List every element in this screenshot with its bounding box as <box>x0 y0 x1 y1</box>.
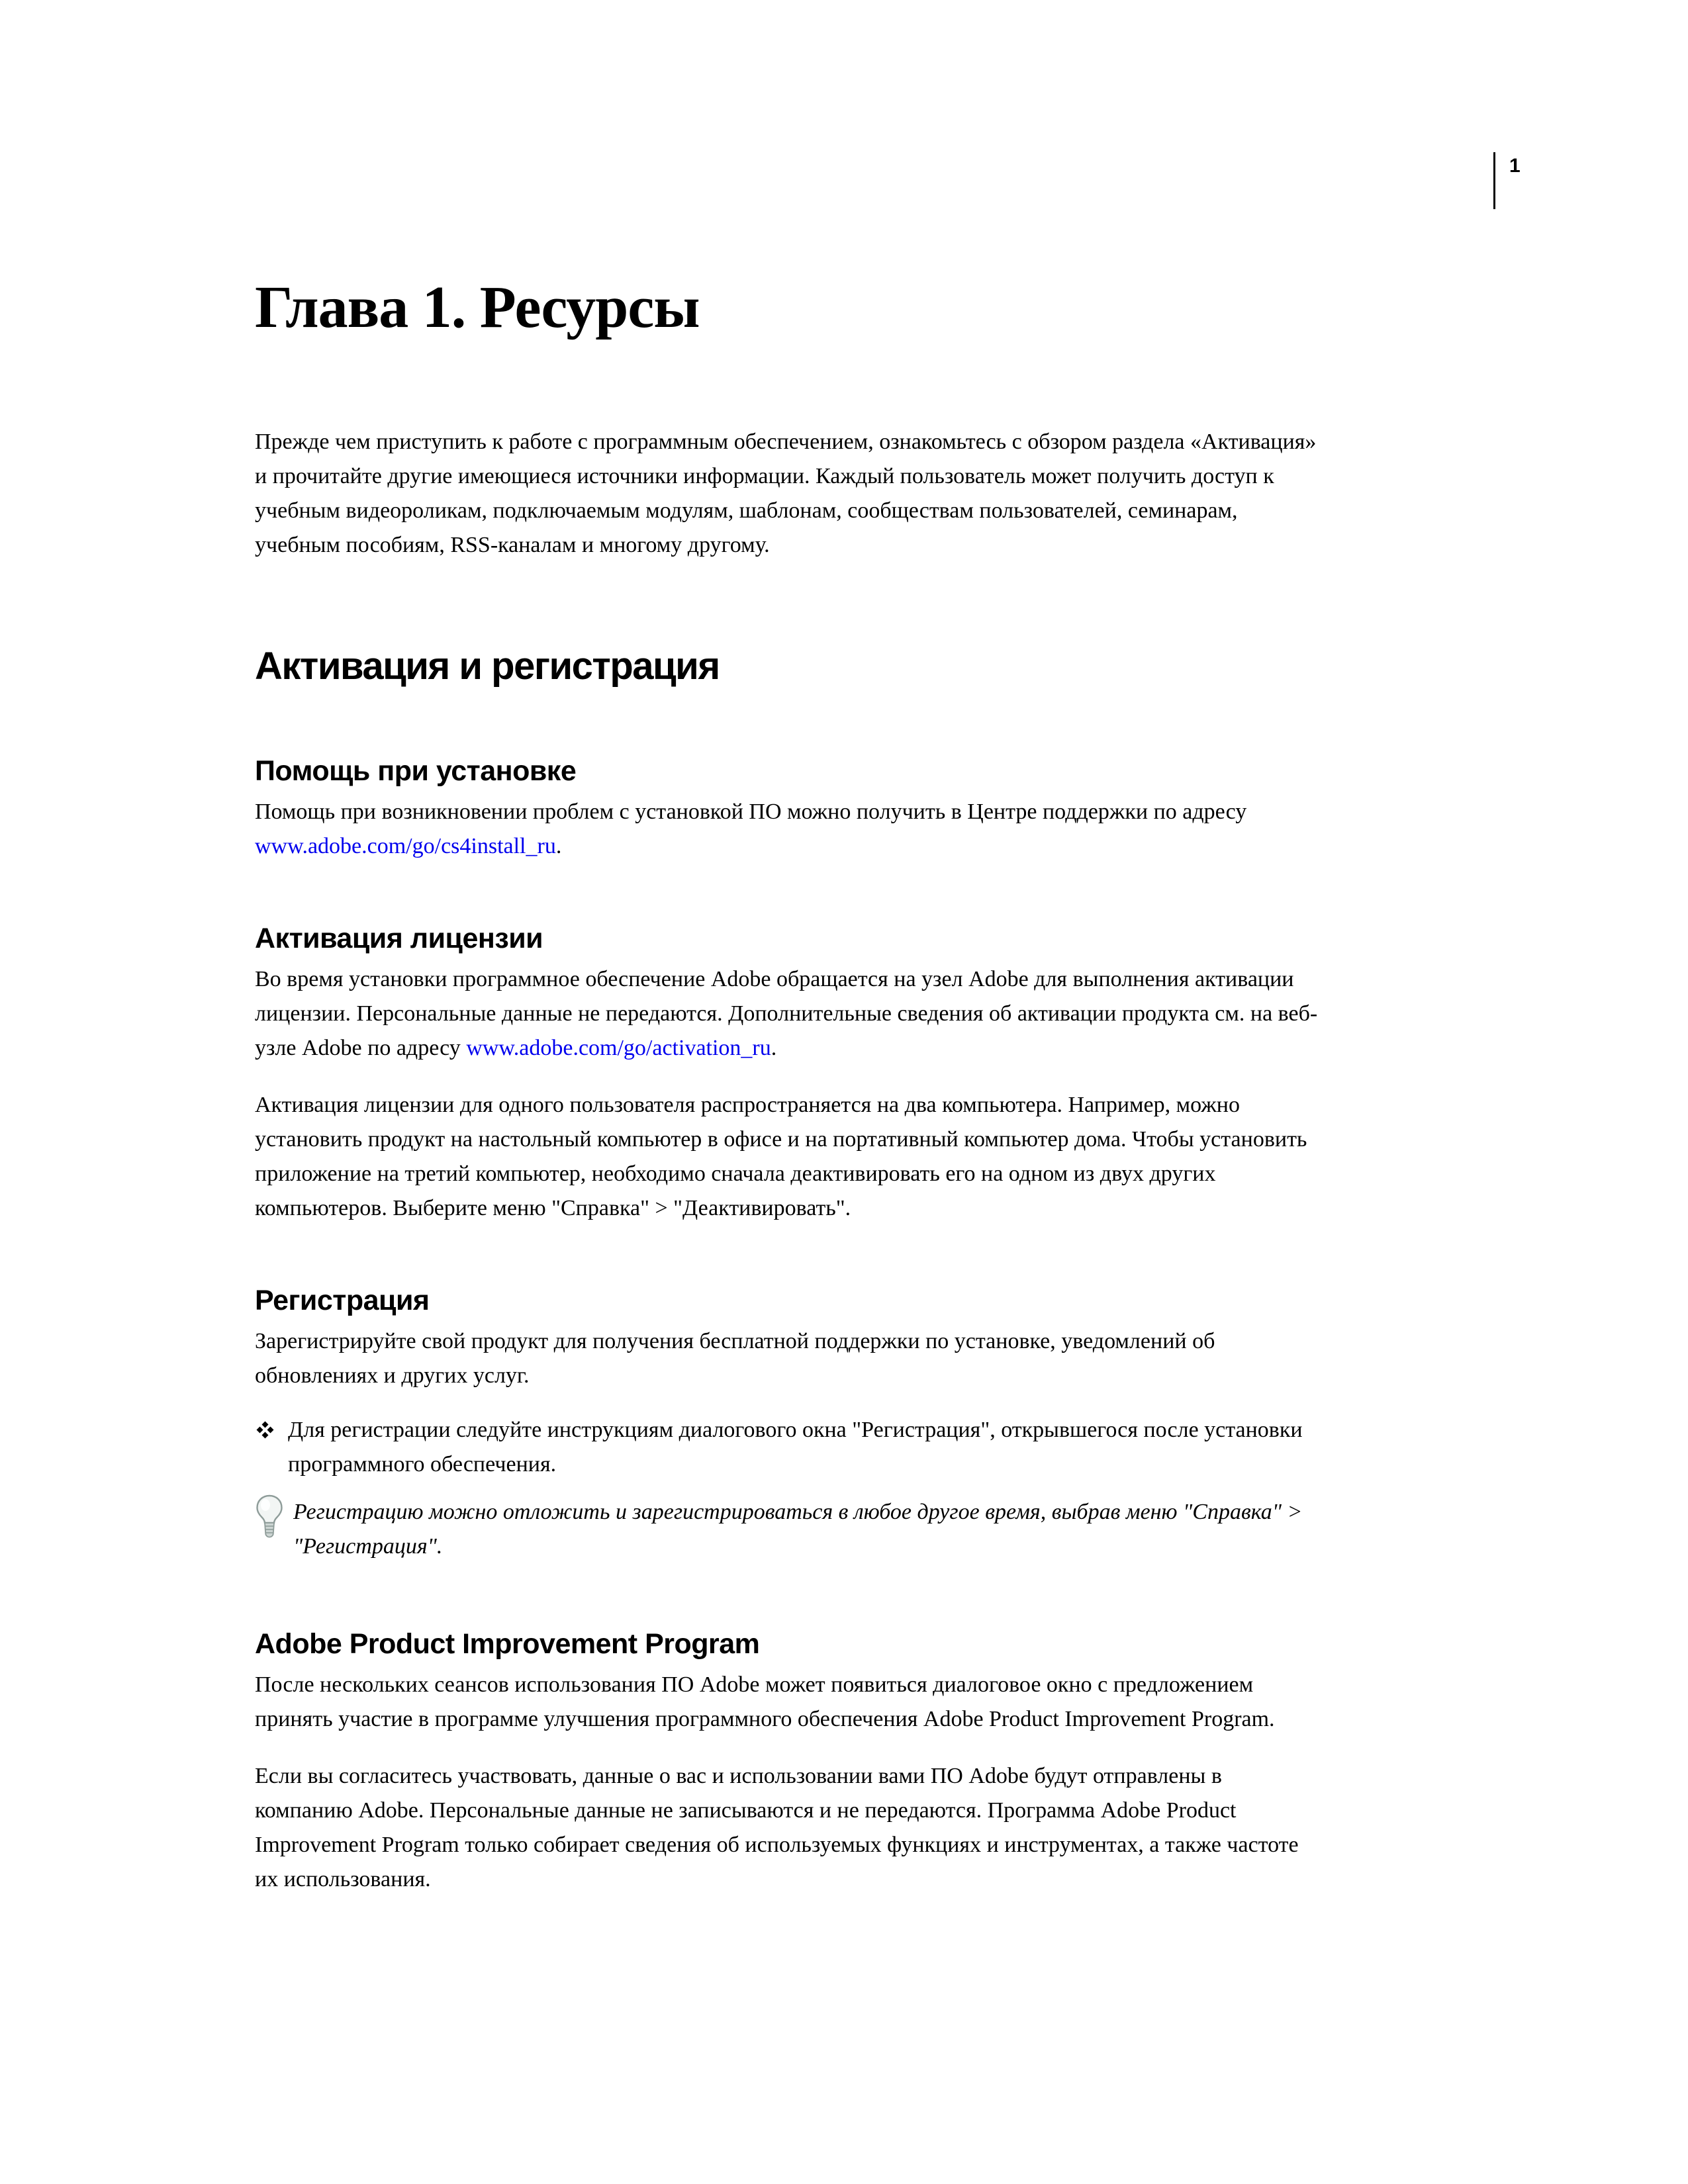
page-number: 1 <box>1509 155 1521 177</box>
registration-tip <box>255 1495 1440 1564</box>
apip-line: Improvement Program только собирает сведения об используемых функциях и инструментах, а также частоте <box>255 1833 1299 1857</box>
registration-line: обновлениях и других услуг. <box>255 1363 530 1388</box>
license-activation-line: установить продукт на настольный компьютер в офисе и на портативный компьютер дома. Чтобы установить <box>255 1127 1307 1152</box>
registration-line: Зарегистрируйте свой продукт для получения бесплатной поддержки по установке, уведомлений об <box>255 1329 1215 1353</box>
step-line: программного обеспечения. <box>288 1452 557 1477</box>
intro-line: и прочитайте другие имеющиеся источники информации. Каждый пользователь может получить доступ к <box>255 464 1274 488</box>
registration-paragraph <box>255 1324 1440 1393</box>
document-body <box>255 275 1440 1897</box>
install-help-link-line <box>255 829 1440 864</box>
subsection-title-apip: Adobe Product Improvement Program <box>255 1628 760 1660</box>
four-diamond-icon <box>256 1421 274 1439</box>
registration-step <box>255 1413 1440 1482</box>
apip-line: принять участие в программе улучшения программного обеспечения Adobe Product Improvement Program. <box>255 1707 1275 1731</box>
license-activation-paragraph-1 <box>255 962 1440 1066</box>
lightbulb-icon <box>255 1494 284 1547</box>
install-help-paragraph <box>255 795 1440 864</box>
subsection-title-install-help: Помощь при установке <box>255 755 577 787</box>
text-before-link: узле Adobe по адресу <box>255 1036 467 1060</box>
step-line: Для регистрации следуйте инструкциям диалогового окна "Регистрация", открывшегося после установки <box>288 1418 1303 1442</box>
apip-line: Если вы согласитесь участвовать, данные о вас и использовании вами ПО Adobe будут отправлены в <box>255 1764 1222 1788</box>
apip-line: компанию Adobe. Персональные данные не записываются и не передаются. Программа Adobe Product <box>255 1798 1237 1823</box>
license-activation-line: приложение на третий компьютер, необходимо сначала деактивировать его на одном из двух других <box>255 1161 1216 1186</box>
tip-line: Регистрацию можно отложить и зарегистрироваться в любое другое время, выбрав меню "Справка" > <box>293 1500 1303 1524</box>
subsection-title-license-activation: Активация лицензии <box>255 923 543 954</box>
subsection-title-registration: Регистрация <box>255 1285 430 1316</box>
apip-paragraph-2 <box>255 1759 1440 1897</box>
activation-link[interactable]: www.adobe.com/go/activation_ru <box>466 1036 771 1060</box>
license-activation-line: Во время установки программное обеспечение Adobe обращается на узел Adobe для выполнения активации <box>255 967 1294 991</box>
license-activation-link-line <box>255 1031 1440 1066</box>
sentence-period: . <box>555 834 562 858</box>
page-header <box>1493 152 1521 209</box>
install-help-line: Помощь при возникновении проблем с установкой ПО можно получить в Центре поддержки по адресу <box>255 799 1247 824</box>
chapter-title: Глава 1. Ресурсы <box>255 275 700 340</box>
license-activation-line: компьютеров. Выберите меню "Справка" > "Деактивировать". <box>255 1196 851 1220</box>
intro-paragraph <box>255 425 1440 563</box>
license-activation-line: Активация лицензии для одного пользователя распространяется на два компьютера. Например, можно <box>255 1093 1240 1117</box>
section-title-activation-registration: Активация и регистрация <box>255 645 720 688</box>
intro-line: учебным пособиям, RSS-каналам и многому другому. <box>255 533 770 557</box>
apip-paragraph-1 <box>255 1668 1440 1737</box>
intro-line: Прежде чем приступить к работе с программным обеспечением, ознакомьтесь с обзором раздела «Активация» <box>255 430 1317 454</box>
tip-line: "Регистрация". <box>293 1534 443 1559</box>
install-help-link[interactable]: www.adobe.com/go/cs4install_ru <box>255 834 556 858</box>
apip-line: После нескольких сеансов использования ПО Adobe может появиться диалоговое окно с предложением <box>255 1672 1254 1697</box>
apip-line: их использования. <box>255 1867 431 1891</box>
license-activation-paragraph-2 <box>255 1088 1440 1226</box>
sentence-period: . <box>771 1036 777 1060</box>
intro-line: учебным видеороликам, подключаемым модулям, шаблонам, сообществам пользователей, семинарам, <box>255 498 1238 523</box>
license-activation-line: лицензии. Персональные данные не передаются. Дополнительные сведения об активации продукта см. на веб- <box>255 1001 1318 1026</box>
